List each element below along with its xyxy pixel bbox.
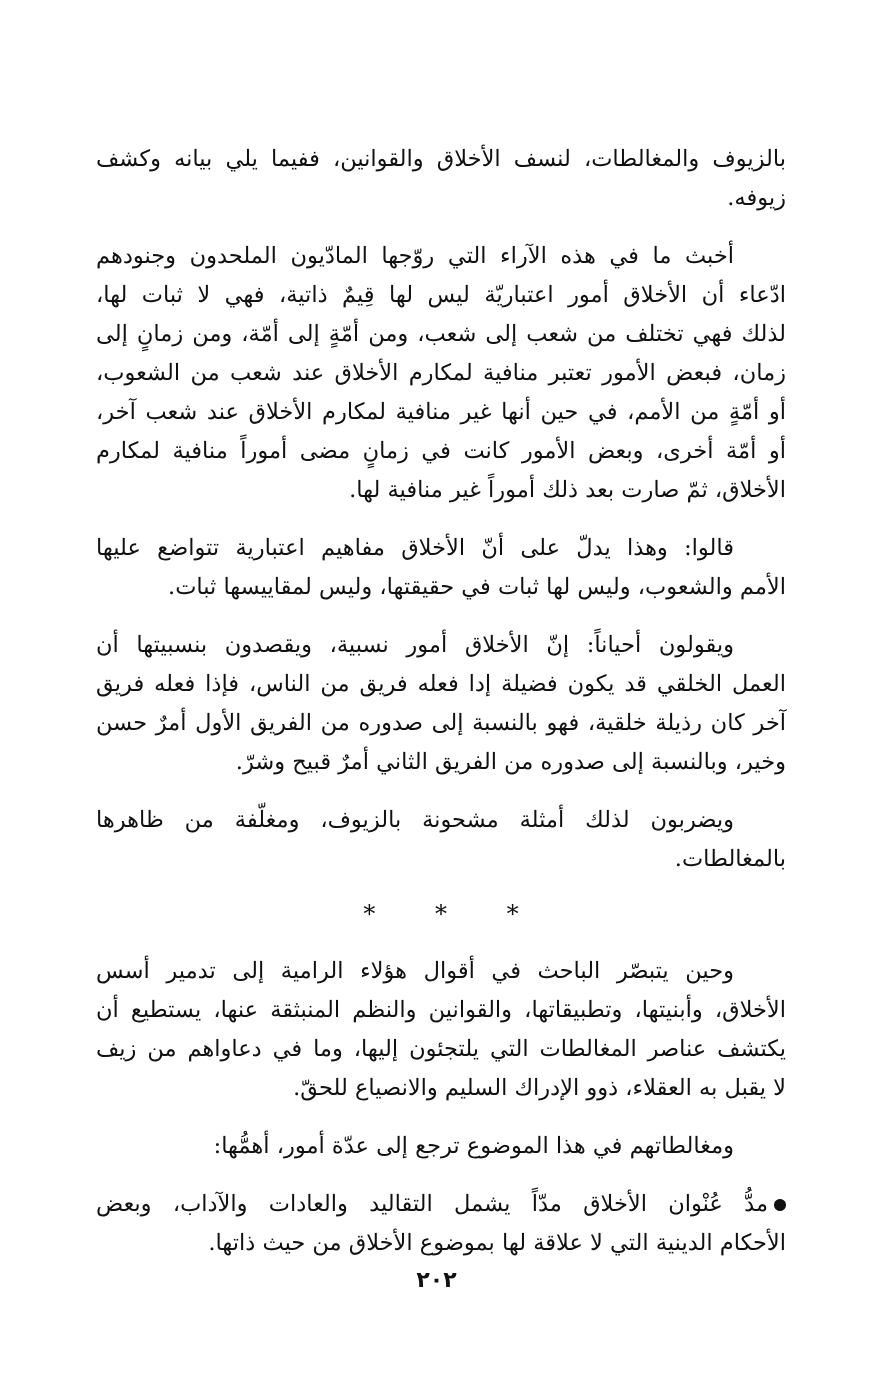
bullet-icon (774, 1199, 786, 1211)
text-line: آخر كان رذيلة خلقية، فهو بالنسبة إلى صدوره من الفريق الأول أمرٌ حسن (96, 710, 786, 736)
paragraph-7 (96, 1127, 786, 1166)
text-line (96, 1185, 786, 1224)
text-line: لا يقبل به العقلاء، ذوو الإدراك السليم والانصياع للحقّ. (293, 1075, 786, 1101)
text-line: أو أمّة أخرى، وبعض الأمور كانت في زمانٍ مضى أموراً منافية لمكارم (96, 438, 786, 464)
text-line: ويقولون أحياناً: إنّ الأخلاق أمور نسبية، ويقصدون بنسبيتها أن (96, 632, 734, 658)
bullet-paragraph (96, 1185, 786, 1263)
text-line: أو أمّةٍ من الأمم، في حين أنها غير منافية لمكارم الأخلاق عند شعب آخر، (96, 399, 786, 425)
section-separator: * * * (363, 900, 545, 928)
paragraph-2 (96, 237, 786, 510)
text-line: بالمغالطات. (674, 846, 786, 872)
text-line: العمل الخلقي قد يكون فضيلة إدا فعله فريق من الناس، فإذا فعله فريق (96, 671, 786, 697)
text-line: أخبث ما في هذه الآراء التي روّجها المادّيون الملحدون وجنودهم (96, 243, 734, 269)
text-line: ادّعاء أن الأخلاق أمور اعتباريّة ليس لها قِيمٌ ذاتية، فهي لا ثبات لها، (96, 282, 786, 308)
paragraph-4 (96, 626, 786, 782)
text-line: وحين يتبصّر الباحث في أقوال هؤلاء الرامية إلى تدمير أسس (96, 958, 734, 984)
paragraph-6 (96, 952, 786, 1108)
text-line: زيوفه. (727, 185, 786, 211)
text-line: قالوا: وهذا يدلّ على أنّ الأخلاق مفاهيم اعتبارية تتواضع عليها (96, 535, 734, 561)
text-line: الأحكام الدينية التي لا علاقة لها بموضوع الأخلاق من حيث ذاتها. (208, 1230, 786, 1256)
bullet-text: مدُّ عُنْوان الأخلاق مدّاً يشمل التقاليد والعادات والآداب، وبعض (96, 1191, 768, 1217)
page-body (96, 140, 786, 1282)
paragraph-5 (96, 801, 786, 879)
paragraph-3 (96, 529, 786, 607)
text-line: ومغالطاتهم في هذا الموضوع ترجع إلى عدّة أمور، أهمُّها: (213, 1133, 734, 1159)
page-number: ٢٠٢ (416, 1268, 457, 1293)
text-line: بالزيوف والمغالطات، لنسف الأخلاق والقوانين، ففيما يلي بيانه وكشف (96, 146, 786, 172)
text-line: لذلك فهي تختلف من شعب إلى شعب، ومن أمّةٍ إلى أمّة، ومن زمانٍ إلى (96, 321, 786, 347)
text-line: الأخلاق، وأبنيتها، وتطبيقاتها، والقوانين والنظم المنبثقة عنها، يستطيع أن (96, 997, 786, 1023)
paragraph-1 (96, 140, 786, 218)
text-line: الأمم والشعوب، وليس لها ثبات في حقيقتها، وليس لمقاييسها ثبات. (168, 574, 786, 600)
text-line: ويضربون لذلك أمثلة مشحونة بالزيوف، ومغلّفة من ظاهرها (96, 807, 734, 833)
text-line: يكتشف عناصر المغالطات التي يلتجئون إليها، وما في دعاواهم من زيف (96, 1036, 786, 1062)
text-line: الأخلاق، ثمّ صارت بعد ذلك أموراً غير منافية لها. (349, 477, 786, 503)
text-line: وخير، وبالنسبة إلى صدوره من الفريق الثاني أمرٌ قبيح وشرّ. (235, 749, 786, 775)
text-line: زمان، فبعض الأمور تعتبر منافية لمكارم الأخلاق عند شعب من الشعوب، (96, 360, 786, 386)
